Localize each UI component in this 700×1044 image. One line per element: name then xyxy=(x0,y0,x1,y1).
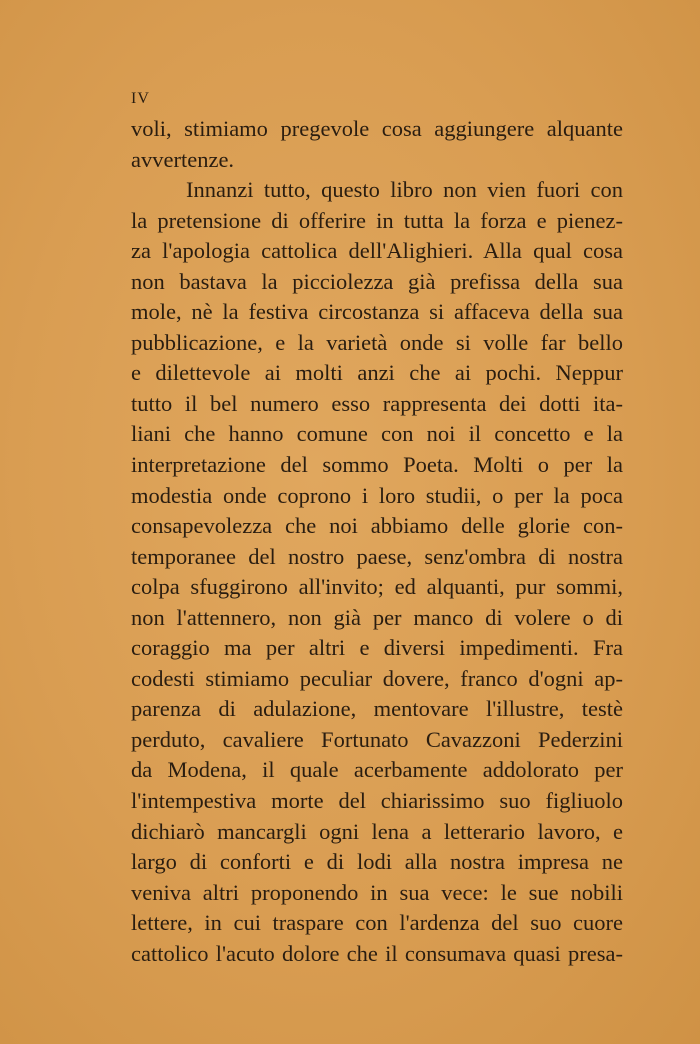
text-line: da Modena, il quale acerbamente addolorato per xyxy=(131,757,623,783)
text-line: liani che hanno comune con noi il concetto e la xyxy=(131,421,623,447)
text-line: voli, stimiamo pregevole cosa aggiungere alquante xyxy=(131,116,623,141)
text-line: non l'attennero, non già per manco di volere o di xyxy=(131,604,623,630)
text-line: modestia onde coprono i loro studii, o per la poca xyxy=(131,482,623,508)
text-line: colpa sfuggirono all'invito; ed alquanti, pur sommi, xyxy=(131,574,623,600)
text-line: veniva altri proponendo in sua vece: le sue nobili xyxy=(131,879,623,905)
text-line: pubblicazione, e la varietà onde si volle far bello xyxy=(131,329,623,355)
text-line: za l'apologia cattolica dell'Alighieri. Alla qual cosa xyxy=(131,238,623,264)
text-line: cattolico l'acuto dolore che il consumava quasi presa- xyxy=(131,940,623,966)
text-line: lettere, in cui traspare con l'ardenza del suo cuore xyxy=(131,910,623,936)
page-number: IV xyxy=(131,90,150,107)
text-line: largo di conforti e di lodi alla nostra impresa ne xyxy=(131,849,623,875)
text-line: la pretensione di offerire in tutta la forza e pienez- xyxy=(131,207,623,233)
text-line: parenza di adulazione, mentovare l'illustre, testè xyxy=(131,696,623,722)
text-line: temporanee del nostro paese, senz'ombra di nostra xyxy=(131,543,623,569)
text-line: non bastava la picciolezza già prefissa della sua xyxy=(131,268,623,294)
text-line: codesti stimiamo peculiar dovere, franco d'ogni ap- xyxy=(131,665,623,691)
text-line: tutto il bel numero esso rappresenta dei dotti ita- xyxy=(131,390,623,416)
text-line: e dilettevole ai molti anzi che ai pochi. Neppur xyxy=(131,360,623,386)
text-line: mole, nè la festiva circostanza si affaceva della sua xyxy=(131,299,623,325)
body-text xyxy=(131,114,623,969)
text-line: interpretazione del sommo Poeta. Molti o per la xyxy=(131,452,623,478)
text-line: perduto, cavaliere Fortunato Cavazzoni Pederzini xyxy=(131,726,623,752)
text-line: coraggio ma per altri e diversi impedimenti. Fra xyxy=(131,635,623,661)
text-line: Innanzi tutto, questo libro non vien fuori con xyxy=(186,177,623,203)
text-line: consapevolezza che noi abbiamo delle glorie con- xyxy=(131,513,623,539)
text-line: avvertenze. xyxy=(131,146,235,172)
text-line: l'intempestiva morte del chiarissimo suo figliuolo xyxy=(131,788,623,814)
text-line: dichiarò mancargli ogni lena a letterario lavoro, e xyxy=(131,818,623,844)
